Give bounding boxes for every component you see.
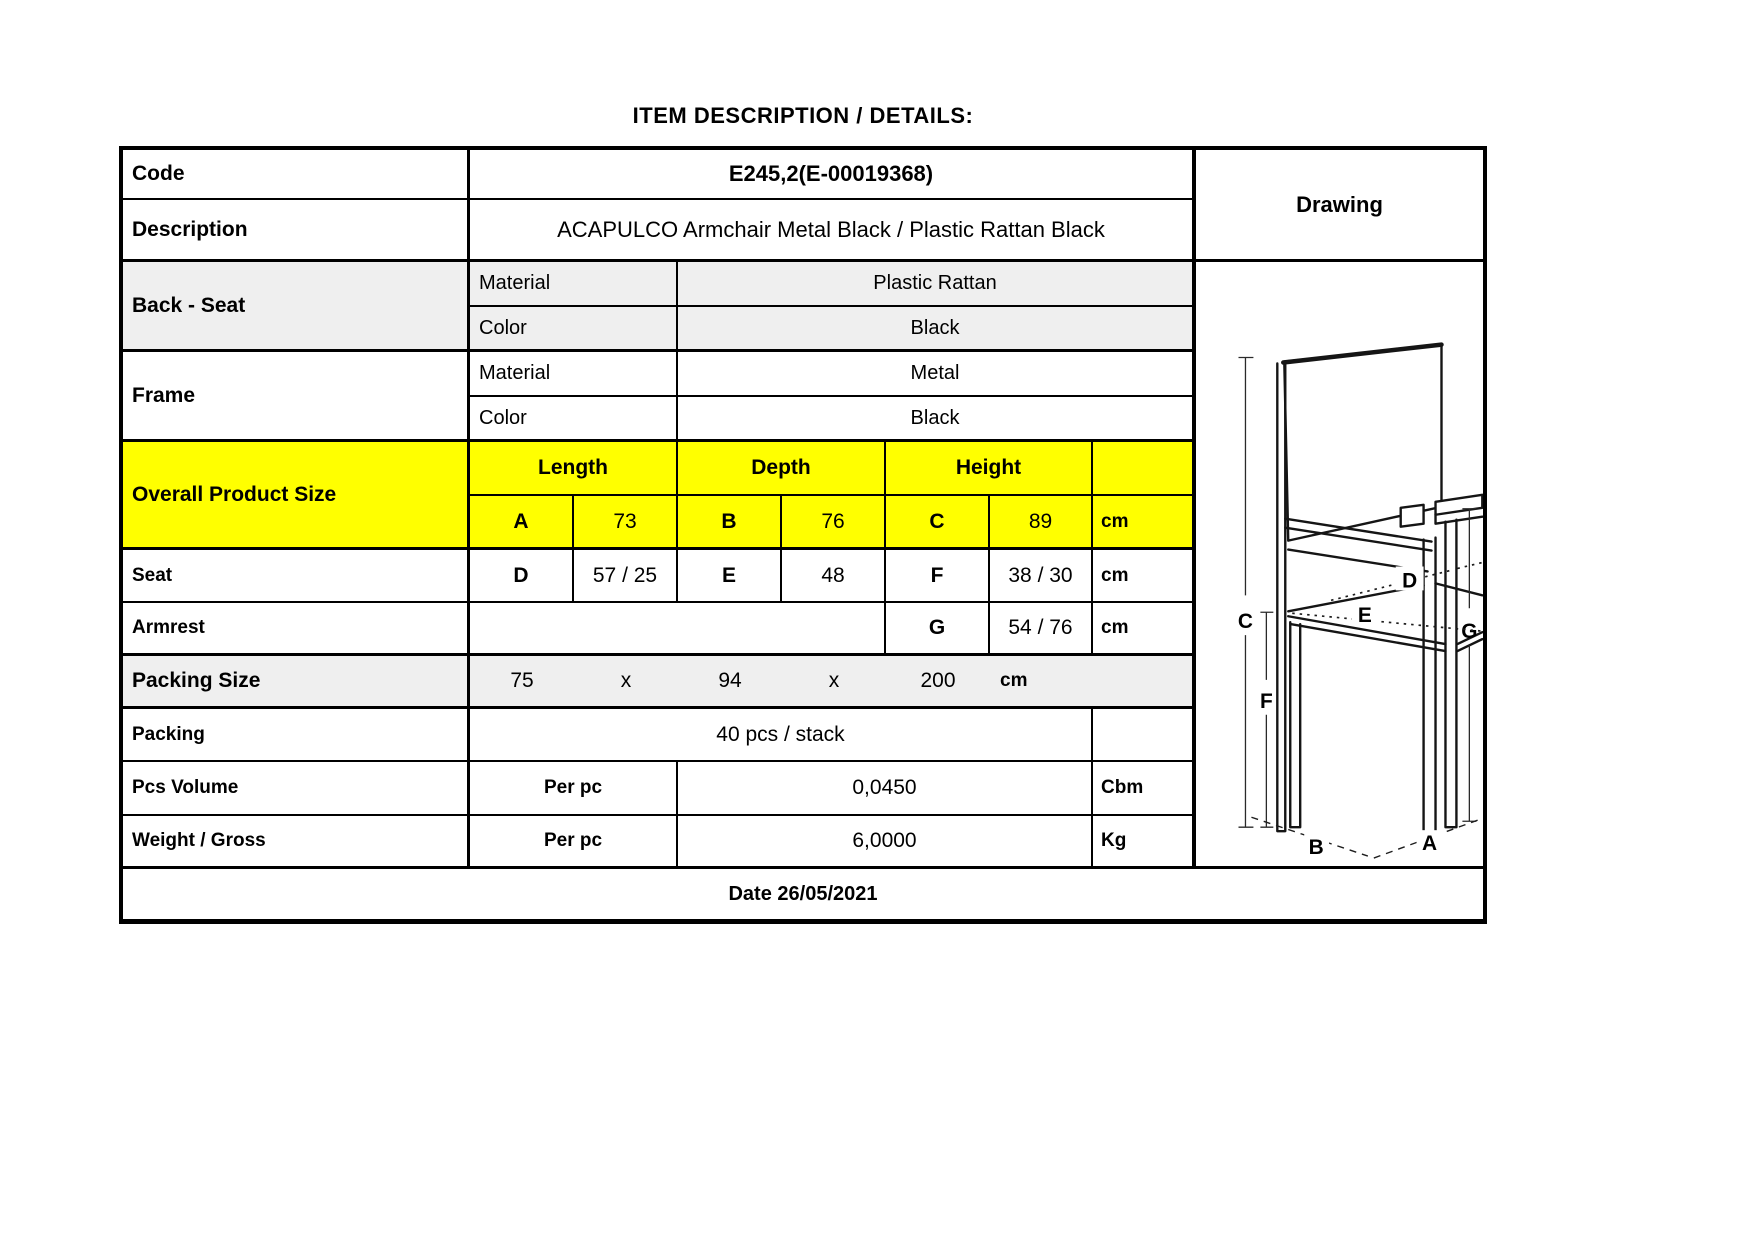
dim-key-b: B (678, 496, 782, 550)
description-label: Description (123, 200, 470, 262)
dim-key-c: C (886, 496, 990, 550)
drawing-header: Drawing (1196, 150, 1483, 262)
back-seat-material-label: Material (470, 262, 678, 307)
dim-label-b: B (1308, 836, 1324, 860)
height-header: Height (886, 442, 1093, 496)
weight-per: Per pc (470, 816, 678, 869)
frame-color-value: Black (678, 397, 1196, 442)
seat-label: Seat (123, 550, 470, 603)
armrest-empty (470, 603, 886, 656)
dim-value-a: 73 (574, 496, 678, 550)
chair-back-left-leg (1277, 363, 1285, 832)
chair-right-armrest-underside (1436, 515, 1483, 524)
weight-label: Weight / Gross (123, 816, 470, 869)
dim-key-d: D (470, 550, 574, 603)
packing-label: Packing (123, 709, 470, 762)
frame-label: Frame (123, 352, 470, 442)
packing-size-v3: 200 (920, 669, 956, 692)
drawing-cell (1196, 262, 1483, 869)
overall-unit: cm (1093, 496, 1196, 550)
dim-value-e: 48 (782, 550, 886, 603)
dim-key-a: A (470, 496, 574, 550)
back-seat-color-value: Black (678, 307, 1196, 352)
description-value: ACAPULCO Armchair Metal Black / Plastic Rattan Black (470, 200, 1196, 262)
dim-label-d: D (1402, 569, 1418, 593)
weight-value: 6,0000 (678, 816, 1093, 869)
armrest-label: Armrest (123, 603, 470, 656)
pcs-volume-label: Pcs Volume (123, 762, 470, 816)
pcs-volume-per: Per pc (470, 762, 678, 816)
frame-material-value: Metal (678, 352, 1196, 397)
overall-unit-spacer (1093, 442, 1196, 496)
dim-key-f: F (886, 550, 990, 603)
dim-value-g: 54 / 76 (990, 603, 1093, 656)
dim-key-e: E (678, 550, 782, 603)
chair-front-right-leg (1445, 520, 1456, 827)
packing-value: 40 pcs / stack (470, 709, 1093, 762)
chair-seat (1288, 583, 1482, 651)
depth-header: Depth (678, 442, 886, 496)
packing-size-values (470, 656, 1196, 709)
dim-line-c (1239, 358, 1254, 828)
chair-right-armrest-stub (1401, 505, 1424, 527)
dim-label-c: C (1237, 610, 1254, 634)
dim-label-e: E (1357, 604, 1372, 628)
code-label: Code (123, 150, 470, 200)
chair-outline (1277, 345, 1482, 836)
dim-value-d: 57 / 25 (574, 550, 678, 603)
spec-table (119, 146, 1487, 924)
pcs-volume-unit: Cbm (1093, 762, 1196, 816)
back-seat-material-value: Plastic Rattan (678, 262, 1196, 307)
page-title: ITEM DESCRIPTION / DETAILS: (632, 103, 974, 128)
dim-line-f (1260, 612, 1273, 827)
packing-unit-empty (1093, 709, 1196, 762)
dim-line-g (1462, 509, 1476, 821)
dim-label-g: G (1461, 620, 1478, 644)
chair-right-post (1424, 538, 1436, 836)
dim-label-f: F (1259, 689, 1273, 713)
back-seat-color-label: Color (470, 307, 678, 352)
back-seat-label: Back - Seat (123, 262, 470, 352)
dim-key-g: G (886, 603, 990, 656)
chair-front-left-leg (1290, 622, 1300, 827)
dim-label-a: A (1422, 832, 1438, 856)
packing-size-v2: 94 (718, 669, 742, 692)
date-row: Date 26/05/2021 (728, 882, 878, 905)
length-header: Length (470, 442, 678, 496)
dim-value-f: 38 / 30 (990, 550, 1093, 603)
frame-material-label: Material (470, 352, 678, 397)
weight-unit: Kg (1093, 816, 1196, 869)
packing-size-x2: x (828, 669, 840, 692)
armrest-unit: cm (1093, 603, 1196, 656)
packing-size-unit: cm (1000, 670, 1028, 691)
packing-size-x1: x (620, 669, 632, 692)
pcs-volume-value: 0,0450 (678, 762, 1093, 816)
seat-unit: cm (1093, 550, 1196, 603)
frame-color-label: Color (470, 397, 678, 442)
armchair-drawing (1196, 262, 1483, 866)
code-value: E245,2(E-00019368) (470, 150, 1196, 200)
packing-size-label: Packing Size (123, 656, 470, 709)
packing-size-v1: 75 (510, 669, 534, 692)
dim-value-c: 89 (990, 496, 1093, 550)
overall-size-label: Overall Product Size (123, 442, 470, 550)
dim-value-b: 76 (782, 496, 886, 550)
